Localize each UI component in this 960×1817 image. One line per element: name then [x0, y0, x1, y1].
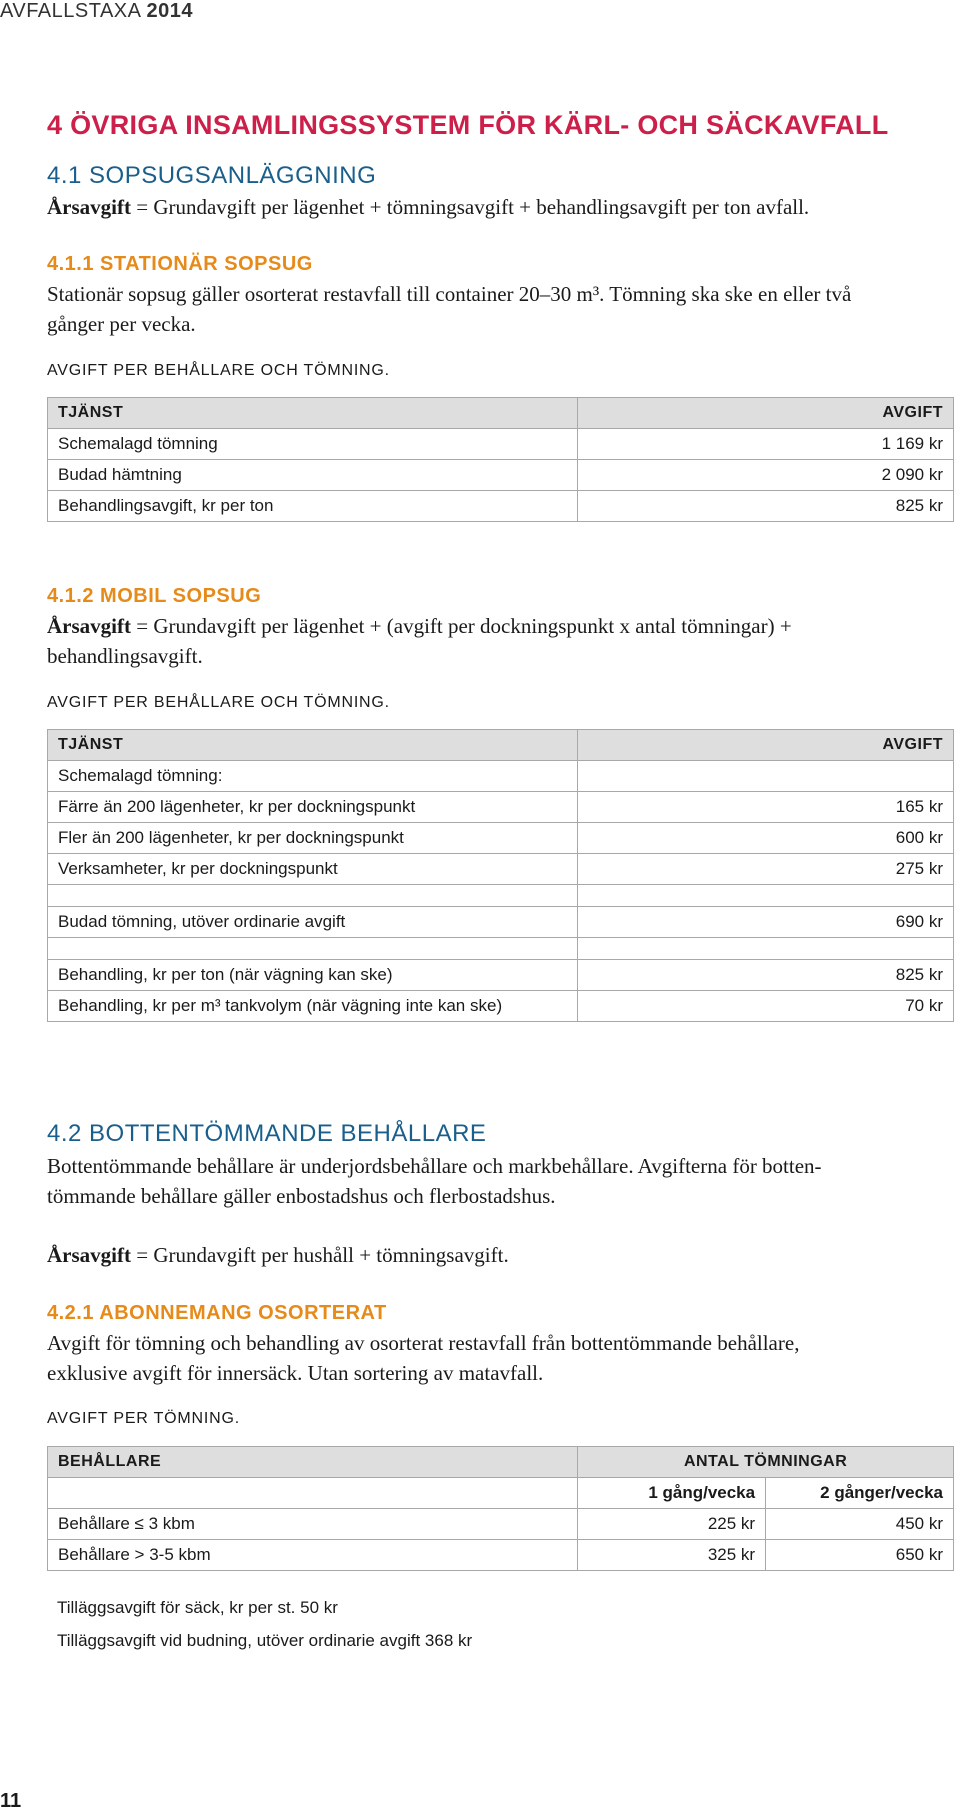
table-row	[48, 854, 954, 885]
formula-4-1	[47, 192, 809, 222]
fee-twice-cell: 650 kr	[766, 1540, 954, 1571]
bottom-emptying-fee-table	[47, 1446, 954, 1571]
table-row	[48, 429, 954, 460]
formula-text: = Grundavgift per lägenhet + (avgift per dockningspunkt x antal tömningar) +	[130, 614, 792, 638]
column-header-fee: AVGIFT	[578, 730, 954, 761]
heading-4-1-2: 4.1.2 MOBIL SOPSUG	[47, 585, 262, 607]
table-row	[48, 991, 954, 1022]
table-subheader-row	[48, 1478, 954, 1509]
table-spacer-row	[48, 885, 954, 907]
table-row	[48, 907, 954, 938]
formula-label: Årsavgift	[47, 614, 131, 638]
fee-cell: 825 kr	[578, 960, 954, 991]
fee-cell: 600 kr	[578, 823, 954, 854]
fee-cell: 70 kr	[578, 991, 954, 1022]
table-row	[48, 1509, 954, 1540]
page-number: 11	[0, 1790, 22, 1812]
table-row	[48, 491, 954, 522]
table-caption: AVGIFT PER BEHÅLLARE OCH TÖMNING.	[47, 362, 390, 379]
fee-cell	[578, 885, 954, 907]
container-cell: Behållare > 3-5 kbm	[48, 1540, 578, 1571]
service-cell: Schemalagd tömning	[48, 429, 578, 460]
surcharge-note-bag: Tilläggsavgift för säck, kr per st. 50 kr	[57, 1598, 338, 1617]
column-header-emptyings: ANTAL TÖMNINGAR	[578, 1447, 954, 1478]
service-cell: Budad tömning, utöver ordinarie avgift	[48, 907, 578, 938]
service-cell: Verksamheter, kr per dockningspunkt	[48, 854, 578, 885]
fee-cell: 1 169 kr	[578, 429, 954, 460]
fee-cell	[578, 938, 954, 960]
paragraph-line: gånger per vecka.	[47, 312, 196, 336]
stationary-fee-table	[47, 397, 954, 522]
column-header-fee: AVGIFT	[578, 398, 954, 429]
table-row	[48, 792, 954, 823]
formula-line: behandlingsavgift.	[47, 644, 203, 668]
paragraph-line: exklusive avgift för innersäck. Utan sortering av matavfall.	[47, 1361, 544, 1385]
paragraph-4-1-1	[47, 279, 851, 339]
service-cell: Färre än 200 lägenheter, kr per dockningspunkt	[48, 792, 578, 823]
fee-cell: 2 090 kr	[578, 460, 954, 491]
table-header-row	[48, 730, 954, 761]
table-caption: AVGIFT PER TÖMNING.	[47, 1410, 240, 1427]
table-header-row	[48, 1447, 954, 1478]
heading-4-2: 4.2 BOTTENTÖMMANDE BEHÅLLARE	[47, 1120, 487, 1147]
subheader-twice: 2 gånger/vecka	[766, 1478, 954, 1509]
service-cell	[48, 885, 578, 907]
subheader-once: 1 gång/vecka	[578, 1478, 766, 1509]
table-row	[48, 460, 954, 491]
paragraph-4-2-1	[47, 1328, 799, 1388]
paragraph-line: tömmande behållare gäller enbostadshus och flerbostadshus.	[47, 1184, 556, 1208]
column-header-service: TJÄNST	[48, 398, 578, 429]
formula-label: Årsavgift	[47, 1243, 131, 1267]
mobile-fee-table	[47, 729, 954, 1022]
column-header-service: TJÄNST	[48, 730, 578, 761]
paragraph-4-2	[47, 1151, 822, 1211]
fee-cell: 275 kr	[578, 854, 954, 885]
table-row	[48, 960, 954, 991]
formula-text: = Grundavgift per hushåll + tömningsavgift.	[130, 1243, 509, 1267]
table-row	[48, 761, 954, 792]
paragraph-line: Bottentömmande behållare är underjordsbehållare och markbehållare. Avgifterna för botten-	[47, 1154, 822, 1178]
service-cell: Schemalagd tömning:	[48, 761, 578, 792]
fee-once-cell: 225 kr	[578, 1509, 766, 1540]
service-cell: Behandling, kr per ton (när vägning kan ske)	[48, 960, 578, 991]
formula-label: Årsavgift	[47, 195, 131, 219]
header-year: 2014	[146, 0, 193, 22]
formula-4-2	[47, 1240, 509, 1270]
container-cell: Behållare ≤ 3 kbm	[48, 1509, 578, 1540]
document-header	[0, 0, 193, 23]
table-row	[48, 823, 954, 854]
fee-cell	[578, 761, 954, 792]
heading-4-2-1: 4.2.1 ABONNEMANG OSORTERAT	[47, 1302, 387, 1324]
table-spacer-row	[48, 938, 954, 960]
service-cell	[48, 938, 578, 960]
formula-line	[47, 611, 792, 641]
paragraph-line: Avgift för tömning och behandling av osorterat restavfall från bottentömmande behållare,	[47, 1331, 800, 1355]
column-header-container: BEHÅLLARE	[48, 1447, 578, 1478]
header-title: AVFALLSTAXA	[0, 0, 141, 22]
heading-4-1: 4.1 SOPSUGSANLÄGGNING	[47, 162, 377, 189]
service-cell: Fler än 200 lägenheter, kr per dockningspunkt	[48, 823, 578, 854]
paragraph-line: Stationär sopsug gäller osorterat restavfall till container 20–30 m³. Tömning ska ske en eller två	[47, 282, 852, 306]
section-title: 4 ÖVRIGA INSAMLINGSSYSTEM FÖR KÄRL- OCH SÄCKAVFALL	[47, 110, 889, 140]
fee-cell: 165 kr	[578, 792, 954, 823]
heading-4-1-1: 4.1.1 STATIONÄR SOPSUG	[47, 253, 313, 275]
fee-cell: 825 kr	[578, 491, 954, 522]
table-caption: AVGIFT PER BEHÅLLARE OCH TÖMNING.	[47, 694, 390, 711]
fee-once-cell: 325 kr	[578, 1540, 766, 1571]
formula-text: = Grundavgift per lägenhet + tömningsavgift + behandlingsavgift per ton avfall.	[130, 195, 810, 219]
table-row	[48, 1540, 954, 1571]
service-cell: Behandling, kr per m³ tankvolym (när vägning inte kan ske)	[48, 991, 578, 1022]
table-header-row	[48, 398, 954, 429]
formula-4-1-2	[47, 611, 792, 671]
fee-twice-cell: 450 kr	[766, 1509, 954, 1540]
service-cell: Behandlingsavgift, kr per ton	[48, 491, 578, 522]
surcharge-note-ordering: Tilläggsavgift vid budning, utöver ordinarie avgift 368 kr	[57, 1631, 473, 1650]
subheader-empty-cell	[48, 1478, 578, 1509]
fee-cell: 690 kr	[578, 907, 954, 938]
service-cell: Budad hämtning	[48, 460, 578, 491]
